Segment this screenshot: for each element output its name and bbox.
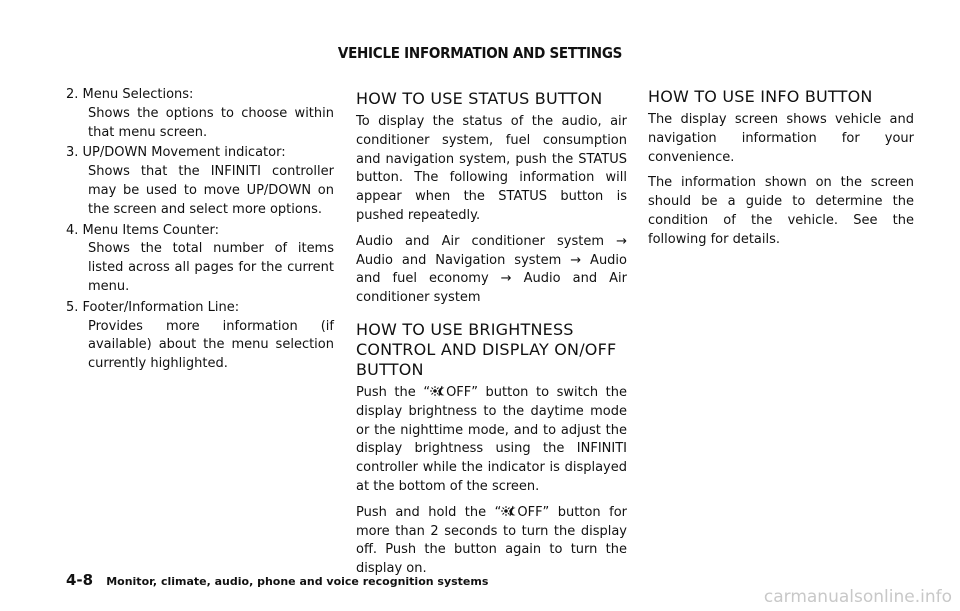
paragraph-brightness-push	[356, 384, 627, 497]
section-heading-brightness: HOW TO USE BRIGHTNESS CONTROL AND DISPLAY ON/OFF BUTTON	[356, 319, 617, 379]
list-item	[66, 144, 334, 219]
column-menu-items	[66, 86, 334, 376]
list-item-label: 4. Menu Items Counter:	[66, 222, 219, 238]
list-item-label: 5. Footer/Information Line:	[66, 299, 240, 315]
paragraph-text: OFF” button for more than 2 seconds to turn the display off. Push the button again to turn the display on.	[356, 504, 627, 577]
list-item-label: 2. Menu Selections:	[66, 87, 194, 102]
paragraph-text: OFF” button to switch the display brightness to the daytime mode or the nighttime mode, and to adjust the display brightness using the INFINITI controller while the indicator is displayed at the bottom of the screen.	[356, 384, 627, 494]
paragraph-brightness-hold	[356, 504, 627, 579]
paragraph-status-intro: To display the status of the audio, air conditioner system, fuel consumption and navigation system, push the STATUS button. The following information will appear when the STATUS button is pushed repeatedly.	[356, 114, 627, 223]
list-item	[66, 299, 334, 374]
section-heading-info: HOW TO USE INFO BUTTON	[648, 87, 873, 106]
list-item	[66, 86, 334, 142]
paragraph-info-intro: The display screen shows vehicle and navigation information for your convenience.	[648, 112, 914, 165]
column-info-button	[648, 87, 914, 257]
page-footer	[66, 570, 488, 589]
list-item-label: 3. UP/DOWN Movement indicator:	[66, 145, 286, 161]
section-heading-status: HOW TO USE STATUS BUTTON	[356, 89, 603, 108]
paragraph-info-guide: The information shown on the screen should be a guide to determine the condition of the vehicle. See the following for details.	[648, 175, 914, 247]
list-item-description: Shows the options to choose within that menu screen.	[88, 105, 334, 140]
brightness-sun-moon-icon	[430, 385, 446, 397]
brightness-sun-moon-icon	[501, 505, 517, 517]
list-item	[66, 222, 334, 297]
paragraph-status-sequence: Audio and Air conditioner system → Audio and Navigation system → Audio and fuel economy → Audio and Air conditioner system	[356, 233, 627, 306]
column-status-brightness	[356, 89, 627, 586]
list-item-description: Shows that the INFINITI controller may be used to move UP/DOWN on the screen and select more options.	[88, 164, 334, 217]
page-header-title: VEHICLE INFORMATION AND SETTINGS	[337, 44, 623, 62]
page-number: 4-8	[66, 571, 94, 589]
paragraph-text: Push and hold the “	[356, 504, 502, 520]
footer-section-title: Monitor, climate, audio, phone and voice recognition systems	[106, 575, 489, 588]
paragraph-text: Push the “	[356, 384, 431, 400]
list-item-description: Provides more information (if available) about the menu selection currently highlighted.	[88, 318, 334, 372]
watermark: carmanualsonline.info	[763, 587, 952, 607]
list-item-description: Shows the total number of items listed across all pages for the current menu.	[88, 241, 334, 294]
